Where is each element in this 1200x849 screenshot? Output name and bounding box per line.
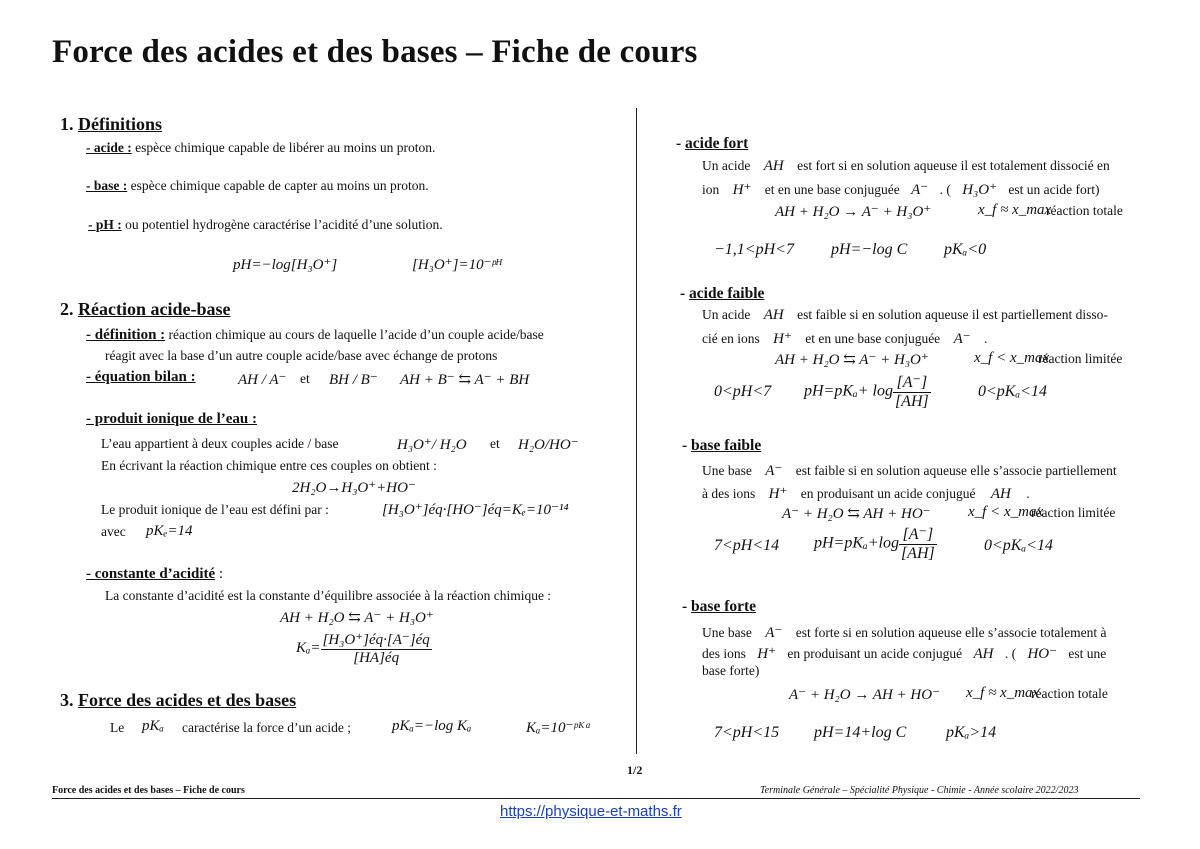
text: en produisant un acide conjugué — [800, 486, 976, 501]
equation-et: et — [300, 371, 310, 386]
text: ion — [702, 182, 720, 197]
acide-fort-line1 — [702, 158, 1110, 175]
equation-reaction: AH + B⁻ ⇆ A⁻ + BH — [400, 372, 530, 388]
section-label: Définitions — [78, 114, 163, 134]
ka-numerator: [H₃O⁺]éq·[A⁻]éq — [322, 632, 430, 648]
def-base-text: espèce chimique capable de capter au moins un proton. — [127, 178, 429, 193]
math-a: A⁻ — [953, 331, 971, 347]
base-faible-pka: 0<pKₐ<14 — [984, 537, 1053, 554]
ratio-fraction — [893, 372, 931, 411]
def-base — [86, 178, 429, 194]
base-faible-heading: - base faible — [682, 437, 762, 454]
math-h: H⁺ — [768, 486, 788, 502]
base-faible-ph-range: 7<pH<14 — [714, 537, 780, 554]
text: est un acide fort) — [1008, 182, 1100, 197]
base-faible-ph-formula — [814, 524, 937, 563]
section-number: 1. — [60, 114, 74, 134]
text: est fort si en solution aqueuse il est totalement dissocié en — [797, 158, 1110, 173]
def-base-label: - base : — [86, 178, 128, 193]
ratio-fraction — [899, 524, 937, 563]
ratio-denominator: [AH] — [894, 393, 929, 410]
produit-label: - produit ionique de l’eau : — [86, 411, 257, 427]
acide-faible-ph-range: 0<pH<7 — [714, 383, 772, 400]
produit-avec: avec — [101, 524, 126, 539]
section-number: 3. — [60, 690, 74, 710]
text: est faible si en solution aqueuse elle s’associe partiellement — [795, 463, 1117, 478]
math-a: A⁻ — [765, 463, 783, 479]
h3o-formula: [H₃O⁺]=10⁻ᵖᴴ — [412, 257, 502, 273]
base-forte-heading: - base forte — [682, 598, 757, 615]
acide-faible-reaction: AH + H₂O ⇆ A⁻ + H₃O⁺ — [775, 352, 929, 368]
base-faible-line1 — [702, 461, 1117, 480]
acide-faible-xf: x_f < x_max — [974, 350, 1050, 366]
text: . ( — [1004, 646, 1017, 661]
column-divider — [636, 108, 637, 754]
ph-formula-text: pH=pKₐ+ log — [804, 382, 893, 400]
text: en produisant un acide conjugué — [787, 646, 963, 661]
acide-fort-label: acide fort — [685, 135, 749, 152]
force-text: caractérise la force d’un acide ; — [182, 720, 352, 735]
acide-faible-xf-note: réaction limitée — [1038, 351, 1123, 366]
acide-fort-ph-formula: pH=−log C — [831, 241, 908, 258]
def-ph — [88, 217, 443, 233]
ka-fraction — [321, 630, 432, 667]
produit-et: et — [490, 436, 500, 451]
text: . — [1026, 486, 1030, 501]
section-reaction-heading — [60, 299, 230, 320]
math-a: A⁻ — [911, 182, 929, 198]
text: cié en ions — [702, 331, 760, 346]
produit-line3: Le produit ionique de l’eau est défini par : — [101, 502, 329, 517]
equation-couple2: BH / B⁻ — [329, 372, 378, 388]
base-forte-line3: base forte) — [702, 663, 760, 678]
base-forte-reaction: A⁻ + H₂O → AH + HO⁻ — [789, 687, 941, 703]
acide-faible-ph-formula — [804, 372, 931, 411]
text: est forte si en solution aqueuse elle s’associe totalement à — [795, 625, 1107, 640]
text: à des ions — [702, 486, 756, 501]
equation-bilan — [86, 369, 196, 386]
footer-right: Terminale Générale – Spécialité Physique - Chimie - Année scolaire 2022/2023 — [760, 785, 1079, 796]
footer-left: Force des acides et des bases – Fiche de cours — [52, 785, 245, 796]
ka-lhs: Kₐ= — [296, 640, 321, 656]
base-forte-ph-range: 7<pH<15 — [714, 724, 780, 741]
text: Un acide — [702, 158, 751, 173]
produit-line2: En écrivant la réaction chimique entre ces couples on obtient : — [101, 458, 437, 473]
base-faible-label: base faible — [691, 437, 762, 454]
definition-line1 — [86, 327, 544, 344]
footer-divider — [52, 798, 1140, 799]
text: est faible si en solution aqueuse il est partiellement disso- — [797, 307, 1108, 322]
produit-couple1: H₃O⁺/ H₂O — [397, 437, 467, 453]
def-acide-label: - acide : — [86, 140, 132, 155]
math-a: A⁻ — [765, 625, 783, 641]
text: est une — [1068, 646, 1107, 661]
text: Une base — [702, 625, 752, 640]
definition-text: réaction chimique au cours de laquelle l’acide d’un couple acide/base — [165, 327, 544, 342]
force-ka-formula: Kₐ=10⁻ᵖᴷᵃ — [526, 720, 592, 736]
acide-faible-line2 — [702, 329, 987, 348]
ka-formula — [296, 630, 432, 667]
def-acide — [86, 140, 435, 156]
equation-label: - équation bilan : — [86, 369, 196, 385]
constante-reaction: AH + H₂O ⇆ A⁻ + H₃O⁺ — [280, 610, 434, 626]
ratio-numerator: [A⁻] — [899, 524, 937, 545]
base-forte-ph-formula: pH=14+log C — [814, 724, 907, 741]
text: des ions — [702, 646, 746, 661]
math-h: H⁺ — [757, 646, 776, 662]
base-forte-label: base forte — [691, 598, 757, 615]
base-forte-xf-note: réaction totale — [1031, 686, 1108, 701]
section-number: 2. — [60, 299, 74, 319]
math-h: H⁺ — [773, 331, 792, 347]
produit-line1: L’eau appartient à deux couples acide / base — [101, 436, 339, 451]
math-h: H⁺ — [732, 182, 752, 198]
base-forte-line1 — [702, 623, 1106, 642]
math-h3o: H₃O⁺ — [962, 182, 997, 198]
text: et en une base conjuguée — [764, 182, 900, 197]
produit-ke: [H₃O⁺]éq·[HO⁻]éq=Kₑ=10⁻¹⁴ — [382, 502, 569, 518]
constante-label: - constante d’acidité — [86, 566, 216, 582]
base-faible-xf-note: réaction limitée — [1031, 505, 1116, 520]
acide-fort-xf: x_f ≈ x_max — [978, 202, 1052, 218]
website-link[interactable]: https://physique-et-maths.fr — [500, 803, 682, 820]
ph-formula: pH=−log[H₃O⁺] — [233, 257, 338, 273]
base-faible-reaction: A⁻ + H₂O ⇆ AH + HO⁻ — [782, 506, 931, 522]
acide-fort-heading: - acide fort — [676, 135, 749, 152]
math-ho: HO⁻ — [1027, 646, 1058, 662]
equation-couple1: AH / A⁻ — [238, 372, 287, 388]
text: . — [984, 331, 988, 346]
produit-reaction: 2H₂O→H₃O⁺+HO⁻ — [292, 480, 416, 496]
text: Un acide — [702, 307, 751, 322]
produit-ionique-heading — [86, 411, 257, 428]
constante-heading — [86, 566, 223, 583]
def-ph-label: - pH : — [88, 217, 122, 232]
math-ah: AH — [763, 158, 784, 174]
force-pka-formula: pKₐ=−log Kₐ — [392, 718, 472, 734]
page-number: 1/2 — [627, 763, 643, 777]
section-label: Réaction acide-base — [78, 299, 231, 319]
base-faible-line2 — [702, 484, 1030, 503]
math-ah: AH — [763, 307, 784, 323]
text: . ( — [939, 182, 951, 197]
base-faible-xf: x_f < x_max — [968, 504, 1044, 520]
acide-fort-ph-range: −1,1<pH<7 — [714, 241, 794, 258]
force-pka: pKₐ — [142, 718, 164, 734]
page-title: Force des acides et des bases – Fiche de cours — [52, 34, 698, 70]
section-label: Force des acides et des bases — [78, 690, 297, 710]
base-forte-xf: x_f ≈ x_max — [966, 685, 1040, 701]
acide-fort-reaction: AH + H₂O → A⁻ + H₃O⁺ — [775, 204, 932, 220]
ka-denominator: [HA]éq — [353, 650, 400, 666]
def-acide-text: espèce chimique capable de libérer au moins un proton. — [131, 140, 436, 155]
ph-formula-text: pH=pKₐ+log — [814, 534, 899, 552]
acide-fort-xf-note: réaction totale — [1046, 203, 1123, 218]
math-ah: AH — [973, 646, 994, 662]
base-forte-line2 — [702, 644, 1106, 663]
def-ph-text: ou potentiel hydrogène caractérise l’acidité d’une solution. — [121, 217, 443, 232]
produit-couple2: H₂O/HO⁻ — [518, 437, 579, 453]
acide-faible-pka: 0<pKₐ<14 — [978, 383, 1047, 400]
acide-faible-line1 — [702, 307, 1108, 324]
section-force-heading — [60, 690, 296, 711]
constante-line: La constante d’acidité est la constante d’équilibre associée à la réaction chimique : — [105, 588, 552, 603]
section-definitions-heading — [60, 114, 162, 135]
text: Une base — [702, 463, 752, 478]
acide-faible-label: acide faible — [689, 285, 765, 302]
math-ah: AH — [990, 486, 1011, 502]
acide-faible-heading: - acide faible — [680, 285, 765, 302]
base-forte-pka: pKₐ>14 — [946, 724, 997, 741]
acide-fort-pka: pKₐ<0 — [944, 241, 987, 258]
ratio-denominator: [AH] — [900, 545, 935, 562]
text: et en une base conjuguée — [805, 331, 941, 346]
produit-pke: pKₑ=14 — [146, 523, 193, 539]
definition-line2: réagit avec la base d’un autre couple acide/base avec échange de protons — [105, 348, 498, 363]
force-le: Le — [110, 720, 125, 735]
acide-fort-line2 — [702, 180, 1099, 199]
constante-colon: : — [215, 566, 224, 582]
ratio-numerator: [A⁻] — [893, 372, 931, 393]
definition-label: - définition : — [86, 327, 166, 343]
